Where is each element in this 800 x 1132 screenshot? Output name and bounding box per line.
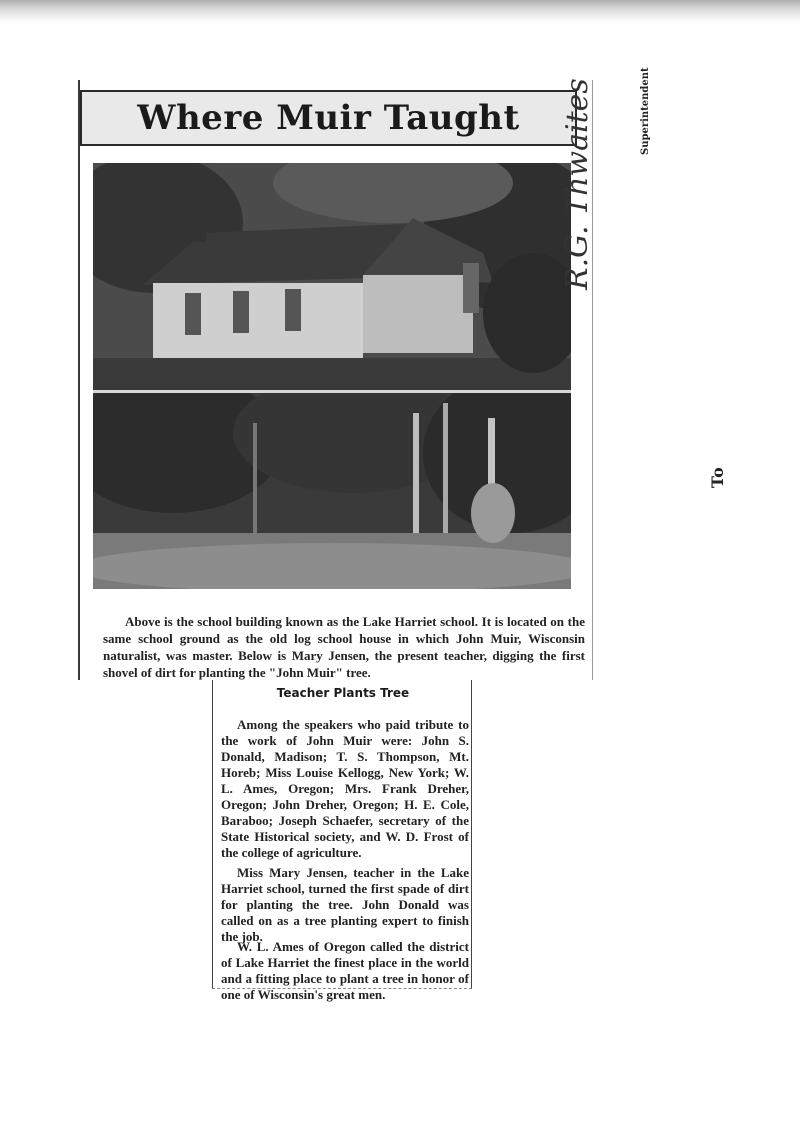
to-mark: To <box>708 467 727 488</box>
article-paragraph-1: Among the speakers who paid tribute to the work of John Muir were: John S. Donald, Madison; T. S. Thompson, Mt. Horeb; Miss Louise Kellogg, New York; W. L. Ames, Oregon; Mrs. Frank Dreher, Oregon; John Dreher, Oregon; H. E. Cole, Baraboo; Joseph Schaefer, secretary of the State Historical society, and W. D. Frost of the college of agriculture. <box>221 717 469 860</box>
tree-planting-photo <box>93 393 571 589</box>
article-paragraph-2: Miss Mary Jensen, teacher in the Lake Harriet school, turned the first spade of dirt for planting the tree. John Donald was called on as a tree planting expert to finish the job. <box>221 865 469 944</box>
headline: Where Muir Taught <box>137 98 520 138</box>
schoolhouse-illustration <box>93 163 571 391</box>
article-title: Teacher Plants Tree <box>276 686 410 700</box>
article-paragraph-3: W. L. Ames of Oregon called the district of Lake Harriet the finest place in the world and a fitting place to plant a tree in honor of one of Wisconsin's great men. <box>221 939 469 1002</box>
headline-box <box>80 90 577 146</box>
schoolhouse-photo <box>93 163 571 391</box>
scan-top-edge <box>0 0 800 22</box>
tree-planting-illustration <box>93 393 571 589</box>
photo-caption: Above is the school building known as the Lake Harriet school. It is located on the same school ground as the old log school house in which John Muir, Wisconsin naturalist, was master. Below is Mary Jensen, the present teacher, digging the first shovel of dirt for planting the "John Muir" tree. <box>103 614 585 680</box>
superintendent-stamp: Superintendent <box>640 67 651 155</box>
handwritten-signature: R.G. Thwaites <box>560 78 595 290</box>
